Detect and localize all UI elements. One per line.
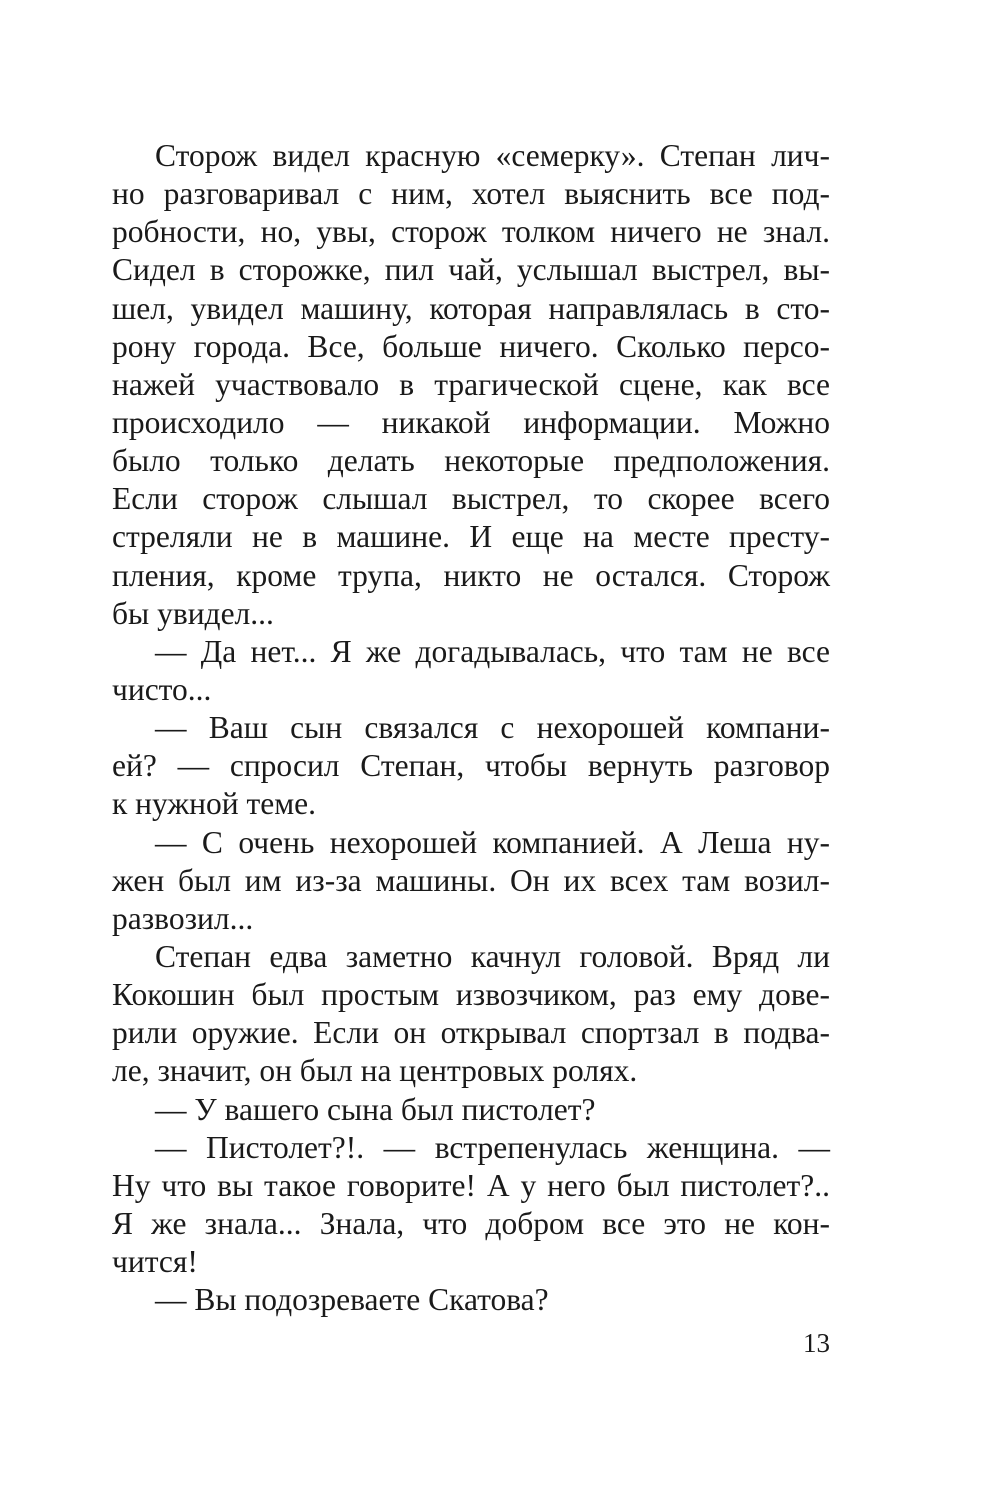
text-line: Сторож видел красную «семерку». Степан лич- [155,138,830,173]
text-line: бы увидел... [112,595,274,631]
text-line: — Да нет... Я же догадывалась, что там не все [155,633,830,669]
text-line: но разговаривал с ним, хотел выяснить все под- [112,176,830,212]
text-line: шел, увидел машину, которая направлялась в сто- [112,290,830,326]
text-line: происходило — никакой информации. Можно [112,404,830,440]
text-line: рону города. Все, больше ничего. Сколько персо- [112,328,830,364]
text-line: — Вы подозреваете Скатова? [155,1282,549,1318]
text-line: Сидел в сторожке, пил чай, услышал выстрел, вы- [112,252,830,288]
page-number: 13 [803,1328,830,1358]
text-line: робности, но, увы, сторож толком ничего не знал. [112,214,830,250]
text-line: чится! [112,1244,198,1280]
text-line: Степан едва заметно качнул головой. Вряд ли [155,938,830,974]
text-line: — Пистолет?!. — встрепенулась женщина. — [155,1129,830,1165]
text-line: Ну что вы такое говорите! А у него был пистолет?.. [112,1167,830,1203]
text-line: жен был им из-за машины. Он их всех там возил- [112,862,830,898]
text-line: ей? — спросил Степан, чтобы вернуть разговор [112,748,830,784]
text-line: пления, кроме трупа, никто не остался. Сторож [112,557,830,593]
text-line: Я же знала... Знала, что добром все это не кон- [112,1205,830,1241]
text-line: — Ваш сын связался с нехорошей компани- [155,710,830,746]
text-line: ле, значит, он был на центровых ролях. [112,1053,638,1089]
text-line: было только делать некоторые предположения. [112,443,830,479]
text-line: развозил... [112,900,254,936]
text-line: к нужной теме. [112,786,317,822]
text-line: — С очень нехорошей компанией. А Леша ну- [155,824,830,860]
text-line: стреляли не в машине. И еще на месте престу- [112,519,830,555]
text-line: Если сторож слышал выстрел, то скорее всего [112,481,830,517]
text-line: — У вашего сына был пистолет? [155,1091,596,1127]
text-line: нажей участвовало в трагической сцене, как все [112,366,830,402]
text-line: Кокошин был простым извозчиком, раз ему дове- [112,977,830,1013]
body-text [112,137,830,1319]
text-line: чисто... [112,671,212,707]
text-line: рили оружие. Если он открывал спортзал в подва- [112,1015,830,1051]
